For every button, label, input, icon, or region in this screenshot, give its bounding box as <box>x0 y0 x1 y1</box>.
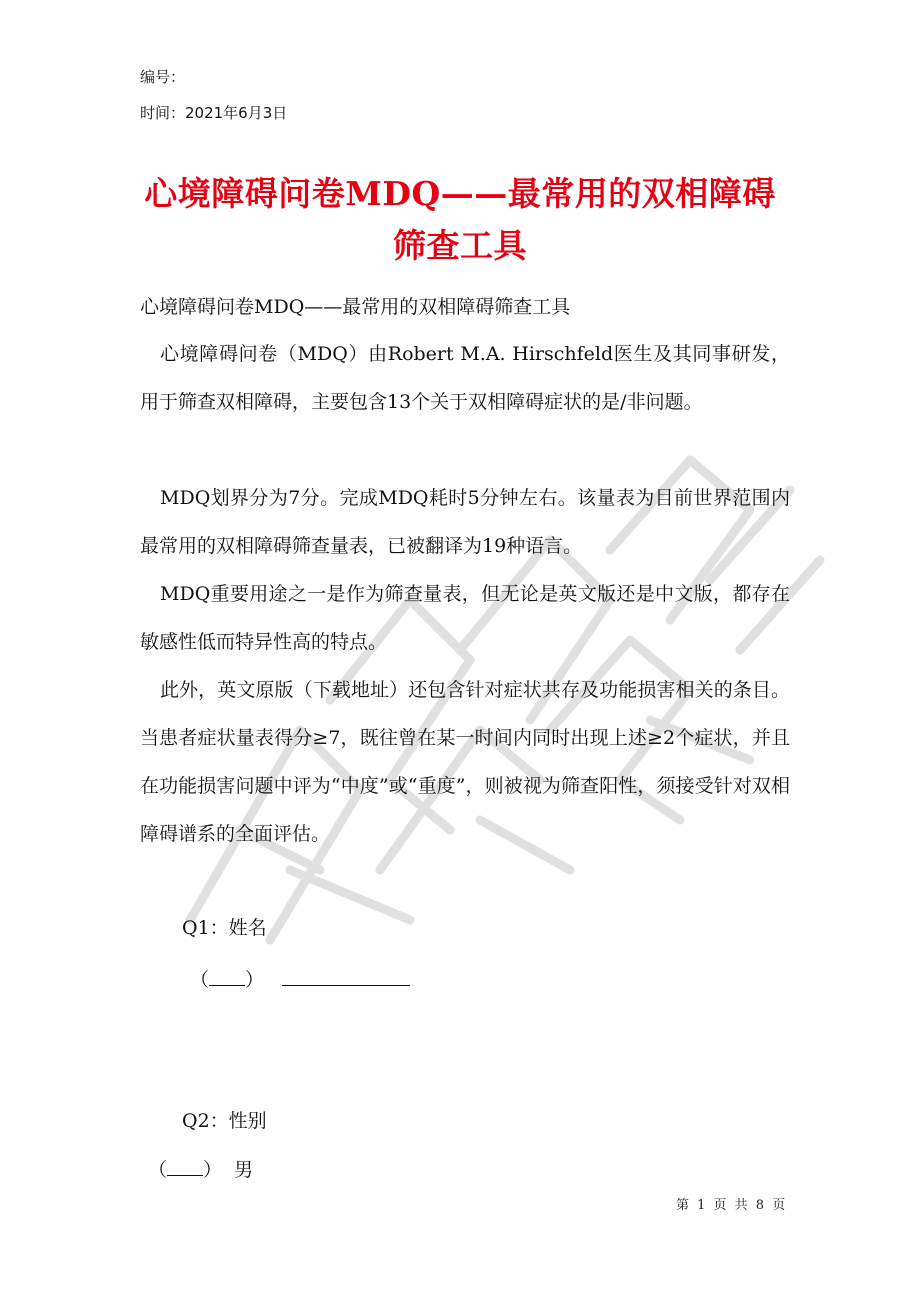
document-time-label: 时间：2021年6月3日 <box>140 104 288 122</box>
document-subtitle: 心境障碍问卷MDQ——最常用的双相障碍筛查工具 <box>140 296 571 318</box>
paragraph-cutoff: MDQ划界分为7分。完成MDQ耗时5分钟左右。该量表为目前世界范围内最常用的双相障碍筛查量表，已被翻译为19种语言。 <box>140 487 790 557</box>
document-code-label: 编号： <box>140 68 186 86</box>
document-title: 心境障碍问卷MDQ——最常用的双相障碍筛查工具 <box>144 174 776 265</box>
question-1-check-blank[interactable] <box>209 965 245 986</box>
paren-close: ） <box>245 969 265 991</box>
paren-open: （ <box>190 969 210 991</box>
name-input-field[interactable] <box>282 963 410 986</box>
question-1-answer-row <box>190 963 410 995</box>
paren-open: （ <box>148 1159 168 1181</box>
question-1-label: Q1：姓名 <box>182 917 267 939</box>
paragraph-extra-items: 此外，英文原版（下载地址）还包含针对症状共存及功能损害相关的条目。当患者症状量表得分≥7，既往曾在某一时间内同时出现上述≥2个症状，并且在功能损害问题中评为“中度”或“重度”，则被视为筛查阳性，须接受针对双相障碍谱系的全面评估。 <box>140 679 790 845</box>
paren-close: ） <box>203 1159 223 1181</box>
question-2-label: Q2：性别 <box>182 1110 267 1132</box>
gender-option-male: 男 <box>234 1159 254 1181</box>
question-2-answer-row <box>148 1155 253 1185</box>
paragraph-usage: MDQ重要用途之一是作为筛查量表，但无论是英文版还是中文版，都存在敏感性低而特异性高的特点。 <box>140 583 790 653</box>
question-2-check-blank[interactable] <box>167 1155 203 1176</box>
paragraph-intro: 心境障碍问卷（MDQ）由Robert M.A. Hirschfeld医生及其同事研发，用于筛查双相障碍，主要包含13个关于双相障碍症状的是/非问题。 <box>140 343 790 413</box>
page-footer: 第 1 页 共 8 页 <box>676 1198 786 1213</box>
